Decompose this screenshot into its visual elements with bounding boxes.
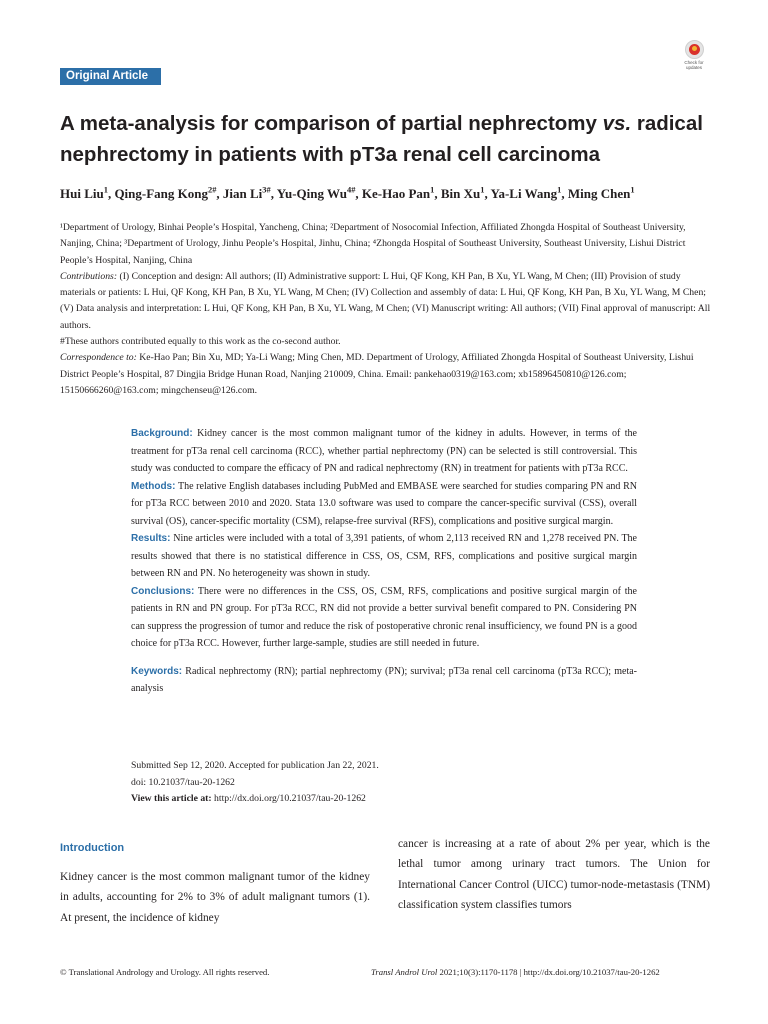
journal-name: Transl Androl Urol: [371, 967, 438, 977]
publication-info: [131, 758, 637, 808]
title-part-2: radical nephrectomy in patients with pT3a renal cell carcinoma: [60, 112, 703, 166]
methods-heading: Methods:: [131, 480, 176, 492]
methods-text: The relative English databases including PubMed and EMBASE were searched for studies comparing PN and RN for pT3a RCC between 2010 and 2020. Stata 13.0 software was used to compare the cancer-specific survival (CSS), overall survival (OS), cancer-specific mortality (CSM), relapse-free survival (RFS), complications and positive surgical margin.: [131, 480, 637, 527]
contributions: [60, 269, 712, 334]
author: Qing-Fang Kong: [114, 186, 208, 201]
author-affil-sup: 3#: [262, 184, 271, 195]
author-list: Hui Liu$^1$, Qing-Fang Kong$^{2\#}$, Jian $Li^{3\#}$, Yu-Qing $Wu^{4\#}$, Ke-Hao Pan$^1$, Bin Xu$^1$, Ya-Li Wang$^1$, Ming Chen$^1$: [60, 184, 635, 201]
background-heading: Background:: [131, 428, 193, 439]
author: Yu-Qing Wu: [276, 186, 347, 201]
view-article-line: [131, 791, 637, 808]
conclusions-text: There were no differences in the CSS, OS, CSM, RFS, complications and positive surgical margin of the patients in RN and PN group. For pT3a RCC, RN did not provide a better survival benefit compared to PN. Considering PN can suppress the progression of tumor and reduce the risk of postoperative chronic renal insufficiency, we found PN is a good choice for pT3a RCC. However, further large-sample, studies are still needed in future.: [131, 585, 637, 649]
introduction-heading: Introduction: [60, 842, 125, 854]
author-affil-sup: 4#: [346, 184, 356, 195]
view-article-label: View this article at:: [131, 793, 212, 804]
introduction-column-2: cancer is increasing at a rate of about 2% per year, which is the lethal tumor among urinary tract tumors. The Union for International Cancer Control (UICC) tumor-node-metastasis (TNM) classification system classifies tumors: [398, 838, 710, 911]
introduction-column-1: Kidney cancer is the most common malignant tumor of the kidney in adults, accounting for 2% to 3% of adult malignant tumors (1). At present, the incidence of kidney: [60, 871, 370, 924]
title-vs: vs.: [602, 112, 632, 135]
author-affil-sup: 1: [430, 184, 435, 195]
citation-footer: [371, 967, 660, 977]
copyright-footer: © Translational Andrology and Urology. All rights reserved.: [60, 967, 270, 977]
abstract-keywords: [131, 663, 637, 698]
correspondence: [60, 350, 712, 399]
crossmark-label: Check for updates: [684, 60, 704, 70]
results-heading: Results:: [131, 533, 171, 544]
abstract-conclusions: [131, 583, 637, 653]
affiliations: ¹Department of Urology, Binhai People’s Hospital, Yancheng, China; ²Department of Nosocomial Infection, Affiliated Zhongda Hospital of Southeast University, Nanjing, China; ³Department of Urology, Jinhu People’s Hospital, Jinhu, China; ⁴Zhongda Hospital of Southeast University, Southeast University, Lishui District People’s Hospital, Nanjing, China: [60, 222, 686, 266]
crossmark-logo[interactable]: [677, 40, 711, 74]
abstract: [131, 425, 637, 698]
crossmark-icon: [685, 40, 704, 59]
author: Ming Chen: [567, 186, 631, 201]
contributions-text: (I) Conception and design: All authors; (II) Administrative support: L Hui, QF Kong, KH Pan, B Xu, YL Wang, M Chen; (III) Provision of study materials or patients: L Hui, QF Kong, KH Pan, B Xu, YL Wang, M Chen; (IV) Collection and assembly of data: L Hui, QF Kong, KH Pan, B Xu, YL Wang, M Chen; (V) Data analysis and interpretation: L Hui, QF Kong, KH Pan, B Xu, YL Wang, M Chen; (VI) Manuscript writing: All authors; (VII) Final approval of manuscript: All authors.: [60, 270, 711, 331]
author-affil-sup: 1: [557, 184, 562, 195]
abstract-methods: [131, 478, 637, 531]
author-affil-sup: 1: [103, 184, 108, 195]
equal-contribution-note: #These authors contributed equally to this work as the co-second author.: [60, 336, 341, 348]
conclusions-heading: Conclusions:: [131, 585, 195, 597]
citation-text: 2021;10(3):1170-1178 | http://dx.doi.org/10.21037/tau-20-1262: [437, 967, 660, 977]
correspondence-text: Ke-Hao Pan; Bin Xu, MD; Ya-Li Wang; Ming Chen, MD. Department of Urology, Affiliated Zhongda Hospital of Southeast University, Lishui District People’s Hospital, 87 Dingjia Bridge Hunan Road, Nanjing 210009, China. Email: pankehao0319@163.com; xb15896450810@126.com; 15150666260@163.com; mingchenseu@126.com.: [60, 352, 694, 396]
submission-dates: Submitted Sep 12, 2020. Accepted for publication Jan 22, 2021.: [131, 760, 379, 771]
author: Ke-Hao Pan: [361, 186, 431, 201]
keywords-heading: Keywords:: [131, 665, 183, 677]
author-affil-sup: 2#: [207, 184, 217, 195]
background-text: Kidney cancer is the most common malignant tumor of the kidney in adults. However, in terms of the treatment for pT3a renal cell carcinoma (RCC), whether partial nephrectomy (PN) can be selected is still controversial. This study was conducted to compare the efficacy of PN and radical nephrectomy (RN) in treatment for patients with pT3a RCC.: [131, 428, 637, 474]
author: Ya-Li Wang: [490, 186, 558, 201]
abstract-background: [131, 425, 637, 478]
title-part-1: A meta-analysis for comparison of partial nephrectomy: [60, 112, 603, 135]
article-type-badge: Original Article: [60, 68, 161, 85]
author-affil-sup: 1: [480, 184, 485, 195]
author: Jian Li: [222, 186, 263, 201]
abstract-results: [131, 530, 637, 583]
keywords-text: Radical nephrectomy (RN); partial nephrectomy (PN); survival; pT3a renal cell carcinoma (pT3a RCC); meta-analysis: [131, 665, 637, 694]
article-url-link[interactable]: http://dx.doi.org/10.21037/tau-20-1262: [211, 793, 366, 804]
correspondence-label: Correspondence to:: [60, 352, 137, 364]
author: Bin Xu: [440, 186, 481, 201]
affiliations-block: [60, 220, 712, 399]
author: Hui Liu: [60, 186, 104, 201]
results-text: Nine articles were included with a total of 3,391 patients, of whom 2,113 received RN and 1,278 received PN. The results showed that there is no statistical difference in CSS, OS, CSM, RFS, complications and positive surgical margin between RN and PN. No heterogeneity was shown in study.: [131, 533, 637, 579]
article-title: [60, 108, 720, 170]
contributions-label: Contributions:: [60, 270, 118, 282]
author-affil-sup: 1: [630, 184, 635, 195]
doi: doi: 10.21037/tau-20-1262: [131, 776, 235, 788]
